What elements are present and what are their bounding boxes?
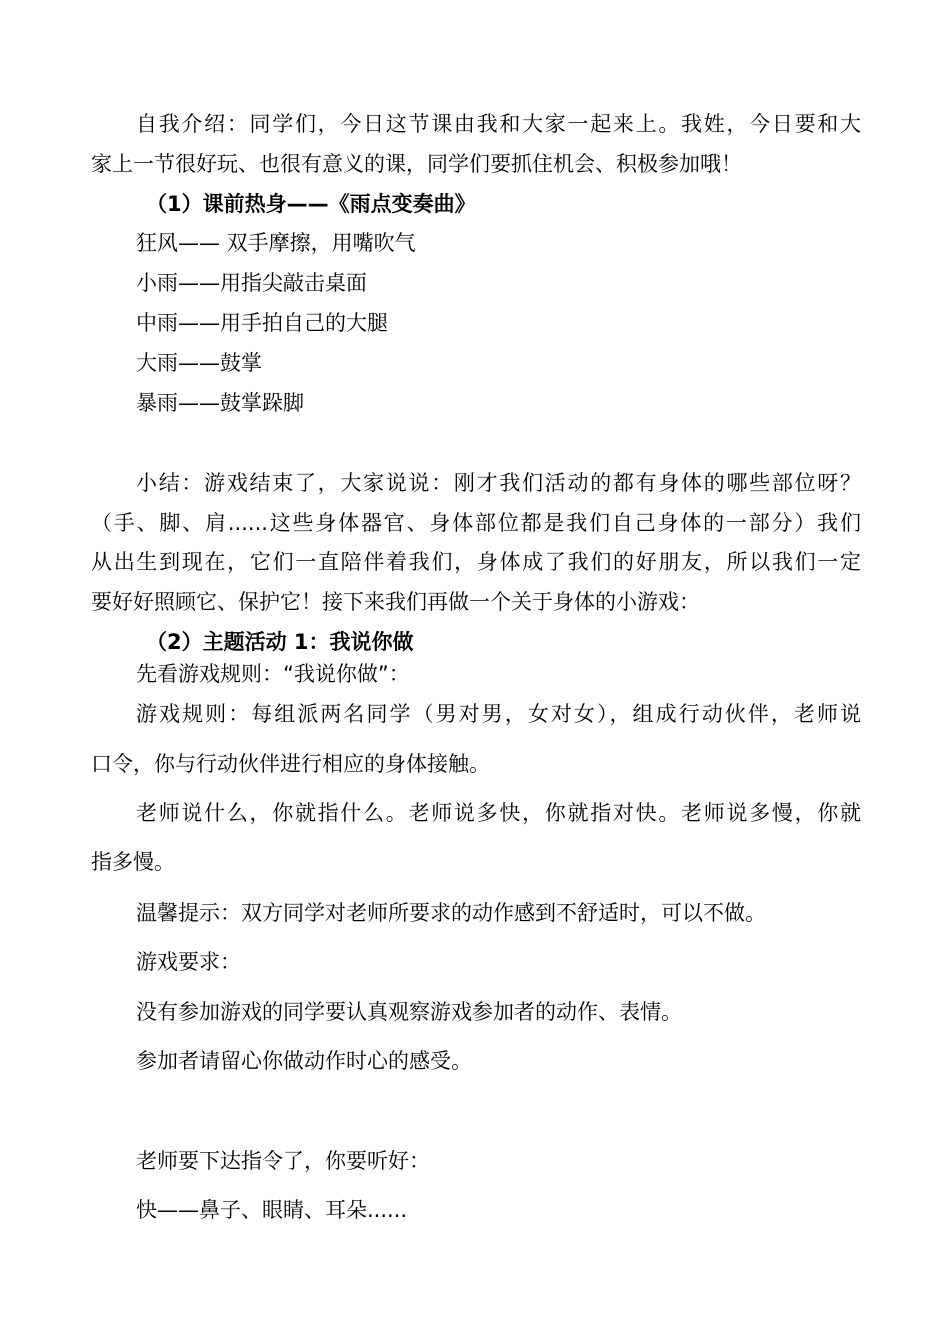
warmup-item-heavy-rain: 大雨——鼓掌 bbox=[136, 351, 262, 375]
section-heading-warmup: （1）课前热身——《雨点变奏曲》 bbox=[146, 192, 476, 216]
command-fast: 快——鼻子、眼睛、耳朵...... bbox=[136, 1198, 408, 1222]
teacher-line-2: 指多慢。 bbox=[91, 850, 175, 874]
warmup-item-wind: 狂风—— 双手摩擦，用嘴吹气 bbox=[136, 231, 416, 255]
summary-line-4: 要好好照顾它、保护它！接下来我们再做一个关于身体的小游戏： bbox=[91, 590, 700, 614]
tip-text: 温馨提示：双方同学对老师所要求的动作感到不舒适时，可以不做。 bbox=[136, 901, 766, 925]
requirements-title: 游戏要求： bbox=[136, 950, 241, 974]
rules-intro: 先看游戏规则：“我说你做”： bbox=[136, 662, 410, 686]
requirement-1: 没有参加游戏的同学要认真观察游戏参加者的动作、表情。 bbox=[136, 1000, 682, 1024]
warmup-item-storm: 暴雨——鼓掌跺脚 bbox=[136, 391, 304, 415]
warmup-item-light-rain: 小雨——用指尖敲击桌面 bbox=[136, 271, 367, 295]
summary-line-2: （手、脚、肩......这些身体器官、身体部位都是我们自己身体的一部分）我们 bbox=[91, 511, 861, 535]
rules-line-1: 游戏规则：每组派两名同学（男对男，女对女），组成行动伙伴，老师说 bbox=[136, 702, 861, 726]
section-heading-activity: （2）主题活动 1：我说你做 bbox=[146, 630, 414, 654]
intro-line-2: 家上一节很好玩、也很有意义的课，同学们要抓住机会、积极参加哦！ bbox=[91, 152, 742, 176]
rules-line-2: 口令，你与行动伙伴进行相应的身体接触。 bbox=[91, 752, 490, 776]
warmup-item-medium-rain: 中雨——用手拍自己的大腿 bbox=[136, 311, 388, 335]
requirement-2: 参加者请留心你做动作时心的感受。 bbox=[136, 1049, 472, 1073]
summary-line-1: 小结：游戏结束了，大家说说：刚才我们活动的都有身体的哪些部位呀？ bbox=[136, 471, 861, 495]
summary-line-3: 从出生到现在，它们一直陪伴着我们，身体成了我们的好朋友，所以我们一定 bbox=[91, 550, 861, 574]
command-intro: 老师要下达指令了，你要听好： bbox=[136, 1149, 430, 1173]
teacher-line-1: 老师说什么，你就指什么。老师说多快，你就指对快。老师说多慢，你就 bbox=[136, 801, 861, 825]
intro-line-1: 自我介绍：同学们，今日这节课由我和大家一起来上。我姓，今日要和大 bbox=[136, 112, 861, 136]
